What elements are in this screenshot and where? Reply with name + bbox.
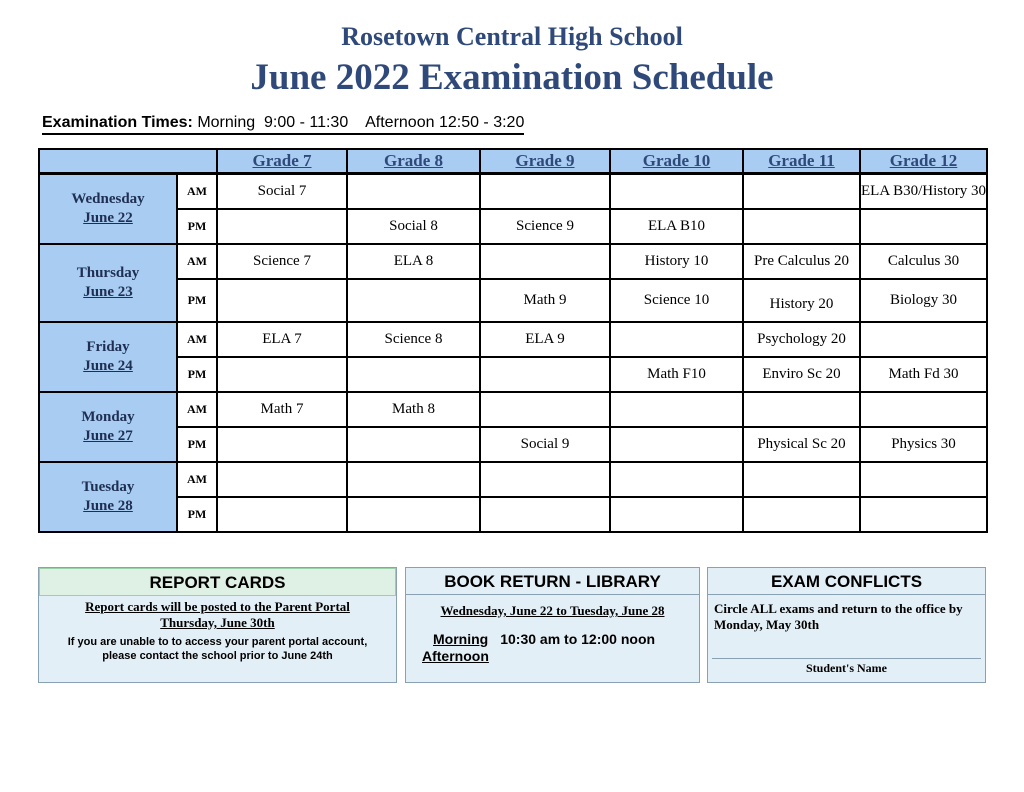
exam-cell (860, 392, 987, 427)
exam-cell (610, 497, 743, 532)
schedule-row (39, 174, 987, 210)
report-cards-line1: Report cards will be posted to the Parent Portal (85, 599, 350, 614)
exam-cell: Enviro Sc 20 (743, 357, 860, 392)
exam-cell (743, 392, 860, 427)
grade-header: Grade 7 (217, 149, 347, 174)
exam-cell (860, 462, 987, 497)
day-cell (39, 392, 177, 462)
morning-time: 10:30 am to 12:00 noon (500, 631, 656, 647)
exam-times-value: Morning 9:00 - 11:30 Afternoon 12:50 - 3:20 (197, 114, 525, 131)
exam-cell (217, 497, 347, 532)
schedule-row (39, 392, 987, 427)
day-date: June 22 (83, 210, 133, 226)
header-corner (39, 149, 217, 174)
day-date: June 23 (83, 284, 133, 300)
exam-cell: Science 7 (217, 244, 347, 279)
day-cell (39, 244, 177, 322)
exam-cell: ELA 8 (347, 244, 480, 279)
exam-cell (743, 462, 860, 497)
report-cards-title: REPORT CARDS (39, 568, 396, 596)
exam-cell: Psychology 20 (743, 322, 860, 357)
schedule-row (39, 279, 987, 322)
exam-cell: Science 9 (480, 209, 610, 244)
page-title: June 2022 Examination Schedule (250, 57, 774, 98)
exam-cell (217, 427, 347, 462)
book-return-title: BOOK RETURN - LIBRARY (406, 568, 699, 595)
exam-cell (217, 357, 347, 392)
exam-cell (217, 279, 347, 322)
schedule-row (39, 357, 987, 392)
exam-cell (610, 392, 743, 427)
book-return-times (422, 631, 699, 665)
exam-cell: History 10 (610, 244, 743, 279)
exam-cell: Science 10 (610, 279, 743, 322)
exam-cell: Math 8 (347, 392, 480, 427)
exam-cell (610, 174, 743, 210)
grade-header: Grade 8 (347, 149, 480, 174)
grade-header-row (39, 149, 987, 174)
day-name: Wednesday (71, 191, 145, 207)
exam-cell (743, 174, 860, 210)
exam-cell (347, 279, 480, 322)
exam-cell (610, 427, 743, 462)
exam-cell (860, 209, 987, 244)
exam-cell (480, 462, 610, 497)
exam-cell (743, 497, 860, 532)
book-return-panel (405, 567, 700, 683)
exam-cell: ELA B10 (610, 209, 743, 244)
grade-header: Grade 11 (743, 149, 860, 174)
report-cards-deadline: June 24th (281, 650, 333, 662)
exam-cell (480, 174, 610, 210)
student-name-label: Student's Name (805, 661, 887, 675)
period-label: AM (177, 462, 217, 497)
schedule-row (39, 427, 987, 462)
exam-cell (347, 357, 480, 392)
period-label: AM (177, 174, 217, 210)
exam-cell: Social 7 (217, 174, 347, 210)
exam-cell (743, 209, 860, 244)
exam-cell: Math F10 (610, 357, 743, 392)
exam-cell: Math 7 (217, 392, 347, 427)
exam-cell (217, 209, 347, 244)
report-cards-note-line2: please contact the school prior to June 24th (102, 650, 333, 662)
day-cell (39, 462, 177, 532)
school-name: Rosetown Central High School (341, 22, 683, 51)
book-return-dates: Wednesday, June 22 to Tuesday, June 28 (440, 603, 665, 618)
exam-cell (610, 462, 743, 497)
grade-header: Grade 9 (480, 149, 610, 174)
period-label: PM (177, 497, 217, 532)
period-label: PM (177, 357, 217, 392)
exam-times-label: Examination Times: (42, 114, 193, 131)
report-cards-note (39, 635, 396, 663)
exam-cell: ELA 7 (217, 322, 347, 357)
exam-cell: Pre Calculus 20 (743, 244, 860, 279)
schedule-table (38, 148, 988, 533)
period-label: AM (177, 392, 217, 427)
exam-cell (860, 322, 987, 357)
exam-cell: Math 9 (480, 279, 610, 322)
schedule-row (39, 322, 987, 357)
period-label: PM (177, 427, 217, 462)
exam-cell: ELA 9 (480, 322, 610, 357)
day-date: June 24 (83, 358, 133, 374)
period-label: AM (177, 244, 217, 279)
exam-conflicts-panel (707, 567, 986, 683)
exam-cell: Biology 30 (860, 279, 987, 322)
day-cell (39, 322, 177, 392)
period-label: AM (177, 322, 217, 357)
day-date: June 27 (83, 428, 133, 444)
exam-cell: Physics 30 (860, 427, 987, 462)
afternoon-label: Afternoon (422, 648, 489, 664)
day-cell (39, 174, 177, 245)
morning-label: Morning (433, 631, 489, 647)
exam-times (42, 114, 524, 135)
day-name: Thursday (76, 265, 140, 281)
exam-cell (480, 244, 610, 279)
report-cards-note-line1: If you are unable to to access your parent portal account, (67, 636, 368, 648)
exam-cell (480, 357, 610, 392)
signature-line (712, 658, 981, 659)
exam-cell: Physical Sc 20 (743, 427, 860, 462)
schedule-row (39, 209, 987, 244)
report-cards-date: Thursday, June 30th (160, 615, 275, 630)
exam-cell (347, 497, 480, 532)
exam-cell (217, 462, 347, 497)
exam-cell (480, 392, 610, 427)
exam-cell: Social 9 (480, 427, 610, 462)
day-name: Monday (81, 409, 135, 425)
exam-conflicts-text: Circle ALL exams and return to the office by Monday, May 30th (714, 601, 963, 632)
day-date: June 28 (83, 498, 133, 514)
exam-cell: Science 8 (347, 322, 480, 357)
exam-cell (860, 497, 987, 532)
exam-cell: Calculus 30 (860, 244, 987, 279)
exam-cell: ELA B30/History 30 (860, 174, 987, 210)
exam-cell: History 20 (743, 279, 860, 322)
grade-header: Grade 10 (610, 149, 743, 174)
day-name: Friday (86, 339, 130, 355)
schedule-row (39, 244, 987, 279)
schedule-row (39, 462, 987, 497)
period-label: PM (177, 279, 217, 322)
exam-cell (480, 497, 610, 532)
exam-cell (610, 322, 743, 357)
exam-cell: Social 8 (347, 209, 480, 244)
report-cards-panel (38, 567, 397, 683)
period-label: PM (177, 209, 217, 244)
exam-cell (347, 427, 480, 462)
exam-cell: Math Fd 30 (860, 357, 987, 392)
exam-conflicts-title: EXAM CONFLICTS (708, 568, 985, 595)
exam-cell (347, 174, 480, 210)
schedule-row (39, 497, 987, 532)
day-name: Tuesday (81, 479, 135, 495)
exam-cell (347, 462, 480, 497)
grade-header: Grade 12 (860, 149, 987, 174)
